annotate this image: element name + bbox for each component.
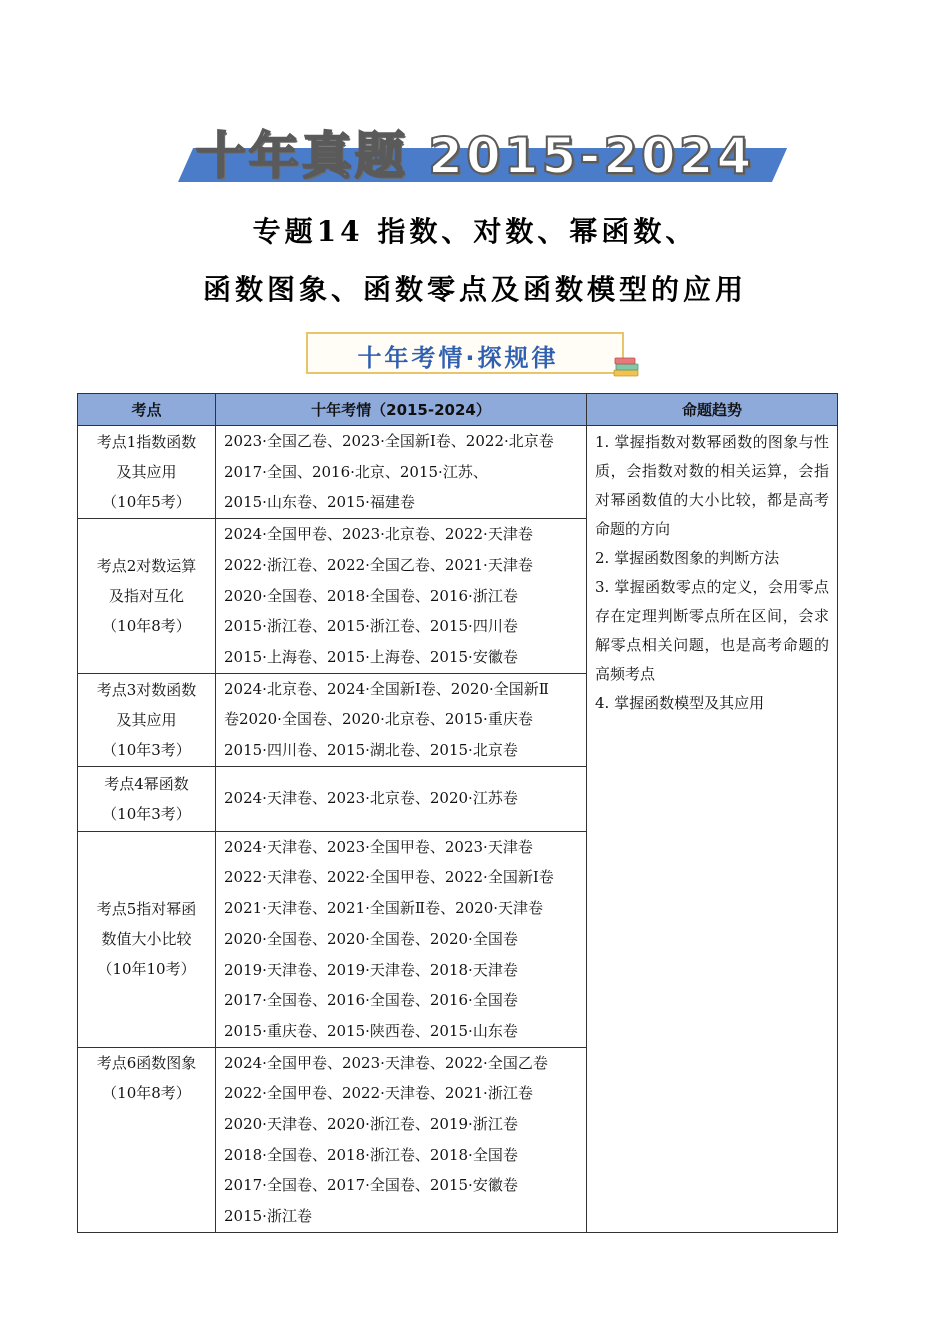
title-banner bbox=[178, 112, 772, 184]
topic-title-line1: 专题14 指数、对数、幂函数、 bbox=[252, 215, 698, 248]
topic-title-line2: 函数图象、函数零点及函数模型的应用 bbox=[202, 273, 747, 306]
trend-cell bbox=[587, 426, 838, 1233]
exam-line: 2020·全国卷、2020·全国卷、2020·全国卷 bbox=[224, 929, 518, 948]
exam-line: 2015·山东卷、2015·福建卷 bbox=[224, 493, 415, 512]
topic-line: （10年3考） bbox=[102, 740, 191, 759]
header-exams: 十年考情（2015-2024） bbox=[216, 394, 587, 426]
exam-line: 2020·全国卷、2018·全国卷、2016·浙江卷 bbox=[224, 586, 518, 605]
topic-cell bbox=[78, 831, 216, 1047]
exam-line: 2022·天津卷、2022·全国甲卷、2022·全国新Ⅰ卷 bbox=[224, 868, 554, 887]
header-topic: 考点 bbox=[78, 394, 216, 426]
exam-line: 2022·全国甲卷、2022·天津卷、2021·浙江卷 bbox=[224, 1084, 533, 1103]
topic-line: （10年3考） bbox=[102, 804, 191, 823]
exam-line: 2022·浙江卷、2022·全国乙卷、2021·天津卷 bbox=[224, 555, 533, 574]
header-trend: 命题趋势 bbox=[587, 394, 838, 426]
exam-line: 2018·全国卷、2018·浙江卷、2018·全国卷 bbox=[224, 1145, 518, 1164]
topic-line: （10年8考） bbox=[102, 1083, 191, 1102]
exam-line: 2017·全国卷、2016·全国卷、2016·全国卷 bbox=[224, 991, 518, 1010]
trend-item: 1. 掌握指数对数幂函数的图象与性质，会指数对数的相关运算，会指对幂函数值的大小比较，都是高考命题的方向 bbox=[595, 433, 829, 538]
exams-cell bbox=[216, 519, 587, 674]
exam-line: 2020·天津卷、2020·浙江卷、2019·浙江卷 bbox=[224, 1115, 518, 1134]
exam-line: 2015·重庆卷、2015·陕西卷、2015·山东卷 bbox=[224, 1021, 518, 1040]
exam-line: 2021·天津卷、2021·全国新Ⅱ卷、2020·天津卷 bbox=[224, 899, 544, 918]
exam-line: 2017·全国、2016·北京、2015·江苏、 bbox=[224, 462, 488, 481]
exam-table bbox=[77, 393, 838, 1233]
topic-line: （10年8考） bbox=[102, 616, 191, 635]
topic-cell bbox=[78, 426, 216, 519]
section-badge-label: 十年考情·探规律 bbox=[357, 344, 559, 372]
section-badge bbox=[306, 332, 624, 374]
exam-line: 2015·浙江卷 bbox=[224, 1207, 312, 1226]
topic-cell bbox=[78, 519, 216, 674]
exams-cell bbox=[216, 831, 587, 1047]
topic-line: 考点6函数图象 bbox=[96, 1053, 197, 1072]
exam-line: 2024·北京卷、2024·全国新Ⅰ卷、2020·全国新Ⅱ bbox=[224, 679, 549, 698]
topic-line: 数值大小比较 bbox=[101, 930, 192, 949]
table-header-row bbox=[78, 394, 838, 426]
topic-line: 及指对互化 bbox=[108, 586, 184, 605]
trend-item: 4. 掌握函数模型及其应用 bbox=[595, 694, 765, 712]
topic-line: 及其应用 bbox=[116, 710, 177, 729]
trend-item: 3. 掌握函数零点的定义，会用零点存在定理判断零点所在区间，会求解零点相关问题，也是高考命题的高频考点 bbox=[595, 578, 829, 683]
table-row bbox=[78, 426, 838, 519]
topic-line: 考点1指数函数 bbox=[96, 433, 197, 452]
exams-cell bbox=[216, 673, 587, 766]
exams-cell bbox=[216, 766, 587, 831]
topic-cell bbox=[78, 1047, 216, 1232]
topic-line: 考点5指对幂函 bbox=[96, 900, 197, 919]
exam-line: 2015·上海卷、2015·上海卷、2015·安徽卷 bbox=[224, 647, 518, 666]
exam-line: 2023·全国乙卷、2023·全国新Ⅰ卷、2022·北京卷 bbox=[224, 432, 554, 450]
exam-line: 2015·浙江卷、2015·浙江卷、2015·四川卷 bbox=[224, 617, 518, 636]
exam-line: 2024·全国甲卷、2023·北京卷、2022·天津卷 bbox=[224, 525, 533, 544]
banner-title: 十年真题 2015-2024 bbox=[195, 127, 755, 185]
topic-line: 考点3对数函数 bbox=[96, 680, 197, 699]
topic-line: （10年5考） bbox=[102, 493, 191, 512]
topic-cell bbox=[78, 673, 216, 766]
topic-line: （10年10考） bbox=[97, 960, 196, 979]
exam-line: 2017·全国卷、2017·全国卷、2015·安徽卷 bbox=[224, 1176, 518, 1195]
trend-item: 2. 掌握函数图象的判断方法 bbox=[595, 549, 780, 567]
topic-cell bbox=[78, 766, 216, 831]
topic-line: 考点2对数运算 bbox=[96, 556, 197, 575]
books-icon bbox=[612, 354, 642, 380]
exam-line: 2024·天津卷、2023·全国甲卷、2023·天津卷 bbox=[224, 837, 533, 856]
topic-line: 及其应用 bbox=[116, 463, 177, 482]
exams-cell bbox=[216, 1047, 587, 1232]
exam-line: 2015·四川卷、2015·湖北卷、2015·北京卷 bbox=[224, 741, 518, 760]
topic-line: 考点4幂函数 bbox=[104, 774, 189, 793]
exam-line: 2024·天津卷、2023·北京卷、2020·江苏卷 bbox=[224, 789, 518, 808]
exam-line: 2019·天津卷、2019·天津卷、2018·天津卷 bbox=[224, 960, 518, 979]
exam-line: 卷2020·全国卷、2020·北京卷、2015·重庆卷 bbox=[224, 710, 533, 729]
exam-line: 2024·全国甲卷、2023·天津卷、2022·全国乙卷 bbox=[224, 1053, 548, 1072]
exams-cell bbox=[216, 426, 587, 519]
